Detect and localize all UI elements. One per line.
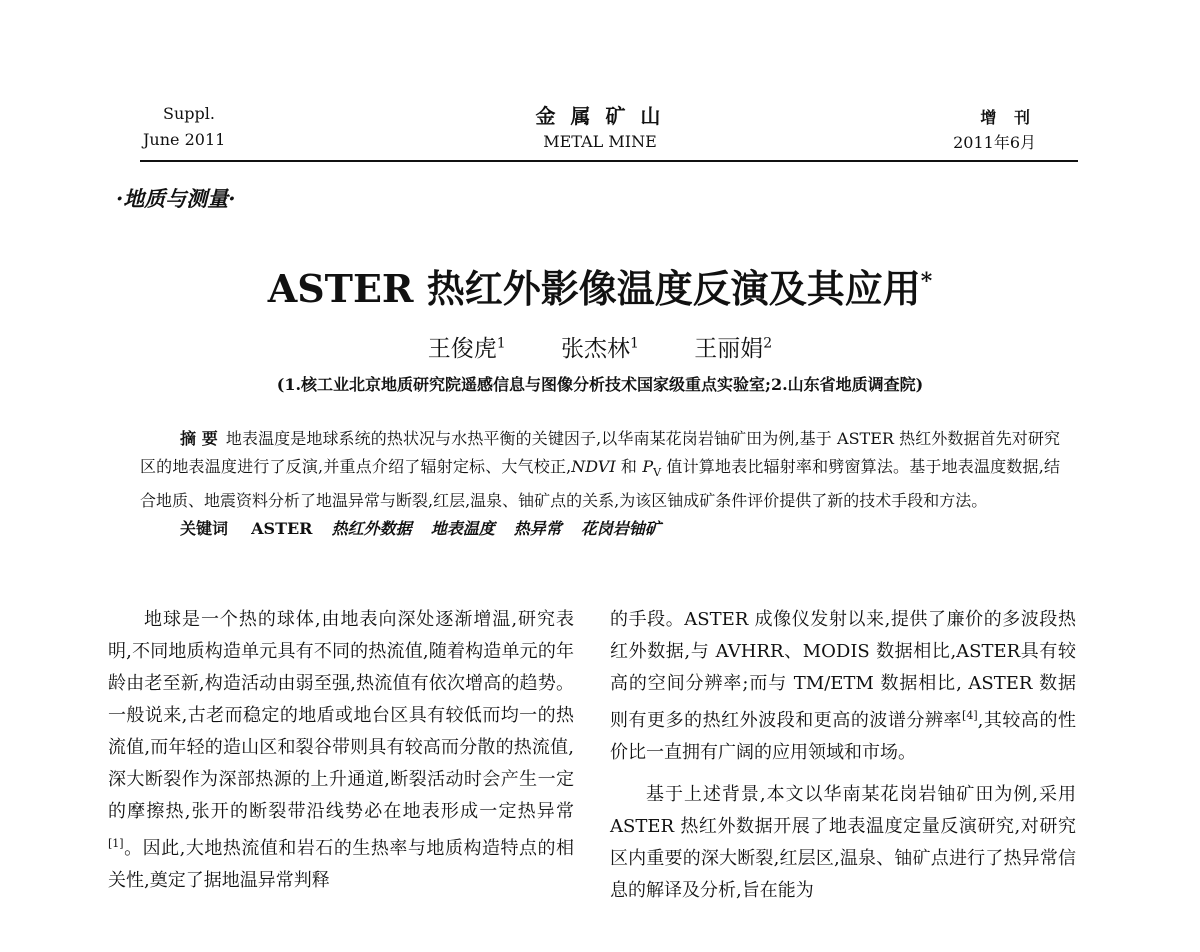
body-paragraph: 基于上述背景,本文以华南某花岗岩铀矿田为例,采用 ASTER 热红外数据开展了地表温度定量反演研究,对研究区内重要的深大断裂,红层区,温泉、铀矿点进行了热异常信息的解译及分析,旨在能为 <box>610 784 1076 901</box>
keywords-label: 关键词 <box>180 519 229 539</box>
section-label: ·地质与测量· <box>116 186 236 211</box>
author: 王俊虎$^1$ <box>427 335 506 362</box>
abstract-label: 摘 要 <box>180 429 218 448</box>
paper-title <box>0 258 1200 313</box>
header-right-line1: 增 刊 <box>980 108 1036 127</box>
keyword: ASTER <box>251 519 313 539</box>
body-right-column <box>610 604 1076 907</box>
citation: [4] <box>962 709 978 722</box>
citation: [1] <box>108 837 124 850</box>
keyword: 地表温度 <box>430 519 495 539</box>
header-right-line2: 2011年6月 <box>953 133 1036 152</box>
paper-title-text: ASTER 热红外影像温度反演及其应用 <box>267 266 921 311</box>
journal-name-en: METAL MINE <box>543 132 657 151</box>
header-rule <box>140 160 1078 162</box>
header-left-line1: Suppl. <box>163 104 215 123</box>
title-footnote-mark: * <box>920 268 933 295</box>
keyword: 热异常 <box>513 519 562 539</box>
header-left-line2: June 2011 <box>143 130 226 149</box>
author: 王丽娟$^2$ <box>694 335 773 362</box>
keyword: 花岗岩铀矿 <box>580 519 661 539</box>
author-list <box>0 330 1200 363</box>
author: 张杰林$^1$ <box>561 335 639 362</box>
body-paragraph: 的手段。ASTER 成像仪发射以来,提供了廉价的多波段热红外数据,与 AVHRR、MODIS 数据相比,ASTER具有较高的空间分辨率;而与 TM/ETM 数据相比, ASTER 数据则有更多的热红外波段和更高的波谱分辨率[4],其较高的性价比一直拥有广阔的应用领域和市场。 <box>610 609 1076 763</box>
affiliation: (1.核工业北京地质研究院遥感信息与图像分析技术国家级重点实验室;2.山东省地质调查院) <box>276 375 924 394</box>
abstract-block <box>140 425 1060 543</box>
journal-name-cn: 金 属 矿 山 <box>535 104 665 128</box>
abstract-paragraph: 摘 要 地表温度是地球系统的热状况与水热平衡的关键因子,以华南某花岗岩铀矿田为例,基于 ASTER 热红外数据首先对研究区的地表温度进行了反演,并重点介绍了辐射定标、大气校正,NDVI 和 $P_V$ 值计算地表比辐射率和劈窗算法。基于地表温度数据,结合地质、地震资料分析了地温异常与断裂,红层,温泉、铀矿点的关系,为该区铀成矿条件评价提供了新的技术手段和方法。 <box>140 429 1060 511</box>
keywords-line <box>180 515 1060 543</box>
body-paragraph: 地球是一个热的球体,由地表向深处逐渐增温,研究表明,不同地质构造单元具有不同的热流值,随着构造单元的年龄由老至新,构造活动由弱至强,热流值有依次增高的趋势。一般说来,古老而稳定的地盾或地台区具有较低而均一的热流值,而年轻的造山区和裂谷带则具有较高而分散的热流值,深大断裂作为深部热源的上升通道,断裂活动时会产生一定的摩擦热,张开的断裂带沿线势必在地表形成一定热异常[1]。因此,大地热流值和岩石的生热率与地质构造特点的相关性,奠定了据地温异常判释 <box>108 609 574 891</box>
keyword: 热红外数据 <box>331 519 412 539</box>
body-left-column <box>108 604 574 897</box>
